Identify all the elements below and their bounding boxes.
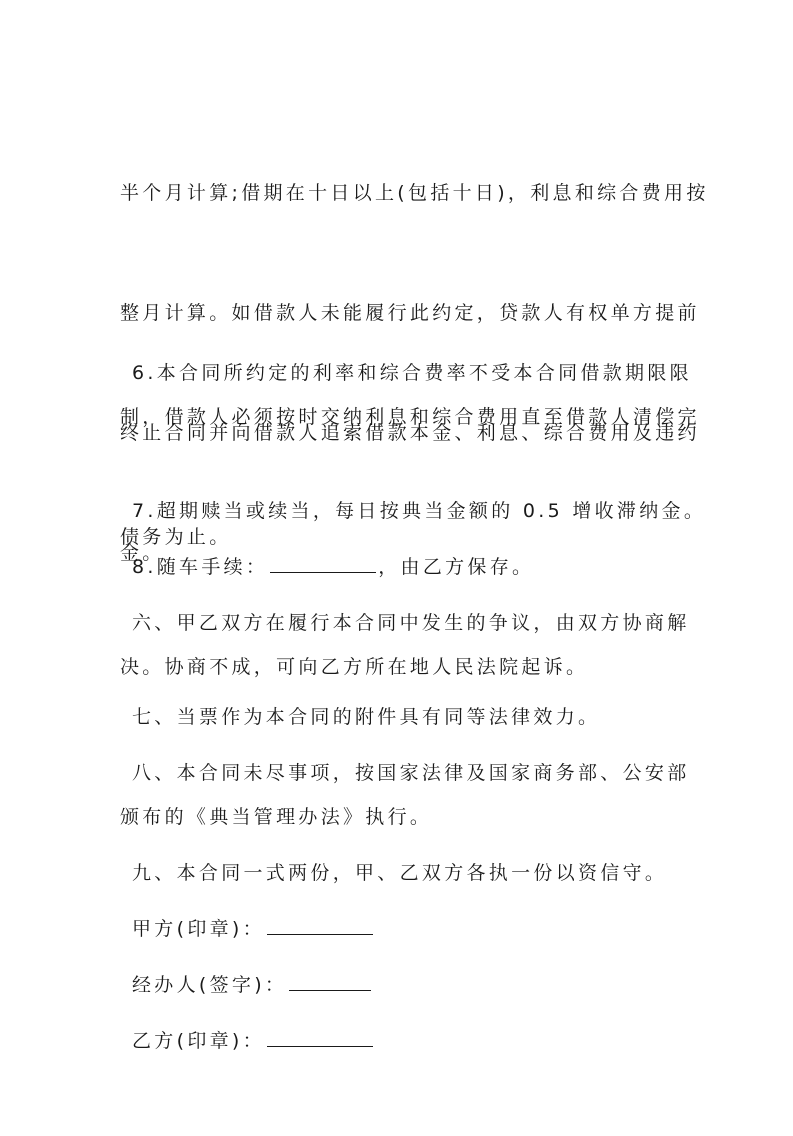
text-line: 制，借款人必须按时交纳利息和综合费用直至借款人清偿完 — [120, 406, 700, 428]
text-line: 颁布的《典当管理办法》执行。 — [120, 806, 433, 828]
text-line: 金。 — [120, 542, 165, 564]
party-b-label: 乙方(印章)： — [132, 1030, 265, 1052]
text-line: 终止合同并向借款人追索借款本金、利息、综合费用及违约 — [120, 422, 700, 444]
text-line: 七、当票作为本合同的附件具有同等法律效力。 — [132, 706, 601, 728]
item-8-prefix: 8.随车手续： — [132, 556, 269, 578]
text-line: 6.本合同所约定的利率和综合费率不受本合同借款期限限 — [132, 362, 692, 384]
text-line: 六、甲乙双方在履行本合同中发生的争议，由双方协商解 — [132, 612, 690, 634]
signature-line — [132, 1022, 692, 1060]
item-8-suffix: ，由乙方保存。 — [378, 556, 535, 578]
text-line: 7.超期赎当或续当，每日按典当金额的 0.5 增收滞纳金。 — [132, 500, 707, 522]
party-a-label: 甲方(印章)： — [132, 918, 265, 940]
party-b-seal-blank[interactable] — [267, 1022, 373, 1047]
text-line: 决。协商不成，可向乙方所在地人民法院起诉。 — [120, 656, 589, 678]
signature-party-b — [120, 946, 692, 1136]
text-line: 债务为止。 — [120, 526, 232, 548]
agent-label: 经办人(签字)： — [132, 974, 288, 996]
text-line: 半个月计算;借期在十日以上(包括十日)，利息和综合费用按 — [120, 182, 709, 204]
text-line: 九、本合同一式两份，甲、乙双方各执一份以资信守。 — [132, 862, 668, 884]
text-line: 八、本合同未尽事项，按国家法律及国家商务部、公安部 — [132, 762, 690, 784]
text-line: 整月计算。如借款人未能履行此约定，贷款人有权单方提前 — [120, 302, 700, 324]
